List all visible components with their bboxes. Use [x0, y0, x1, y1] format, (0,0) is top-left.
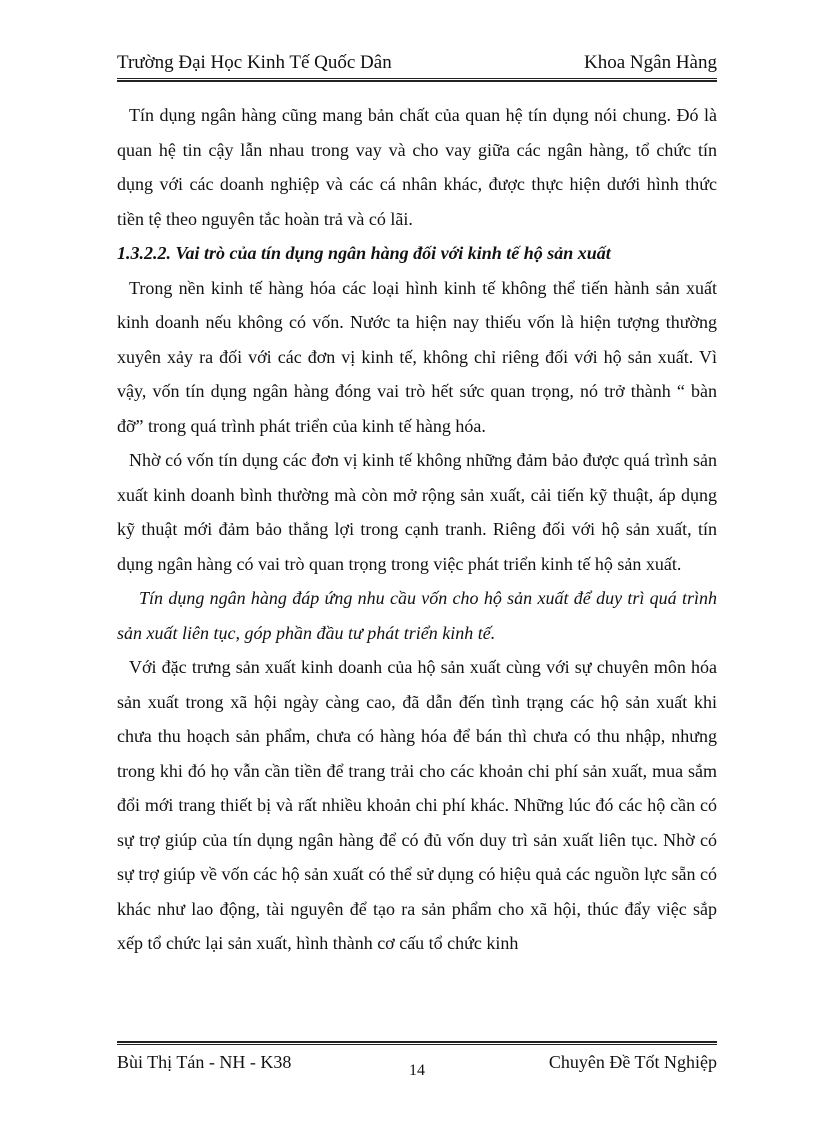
- paragraph-credit-nature: Tín dụng ngân hàng cũng mang bản chất của quan hệ tín dụng nói chung. Đó là quan hệ tin cậy lẫn nhau trong vay và cho vay giữa các ngân hàng, tổ chức tín dụng với các doanh nghiệp và các cá nhân khác, được thực hiện dưới hình thức tiền tệ theo nguyên tắc hoàn trả và có lãi.: [117, 105, 717, 229]
- header-faculty: Khoa Ngân Hàng: [584, 52, 717, 73]
- footer-thesis-type: Chuyên Đề Tốt Nghiệp: [548, 1052, 717, 1072]
- header-divider: [117, 78, 717, 82]
- paragraph-italic-subheading: Tín dụng ngân hàng đáp ứng nhu cầu vốn cho hộ sản xuất để duy trì quá trình sản xuất liên tục, góp phần đầu tư phát triển kinh tế.: [117, 588, 717, 643]
- paragraph-capital-role: Trong nền kinh tế hàng hóa các loại hình kinh tế không thể tiến hành sản xuất kinh doanh nếu không có vốn. Nước ta hiện nay thiếu vốn là hiện tượng thường xuyên xảy ra đối với các đơn vị kinh tế, không chỉ riêng đối với hộ sản xuất. Vì vậy, vốn tín dụng ngân hàng đóng vai trò hết sức quan trọng, nó trở thành “ bàn đỡ” trong quá trình phát triển của kinh tế hàng hóa.: [117, 277, 717, 436]
- footer-divider: [117, 1041, 717, 1045]
- footer-author: Bùi Thị Tán - NH - K38: [117, 1052, 292, 1072]
- header-university: Trường Đại Học Kinh Tế Quốc Dân: [117, 52, 392, 73]
- page-number: 14: [409, 1062, 425, 1079]
- document-body: [117, 98, 717, 961]
- page-header: [117, 50, 717, 80]
- section-heading: 1.3.2.2. Vai trò của tín dụng ngân hàng đối với kinh tế hộ sản xuất: [117, 243, 611, 263]
- page-footer: [117, 1050, 717, 1090]
- paragraph-credit-benefits: Nhờ có vốn tín dụng các đơn vị kinh tế không những đảm bảo được quá trình sản xuất kinh doanh bình thường mà còn mở rộng sản xuất, cải tiến kỹ thuật, áp dụng kỹ thuật mới đảm bảo thắng lợi trong cạnh tranh. Riêng đối với hộ sản xuất, tín dụng ngân hàng có vai trò quan trọng trong việc phát triển kinh tế hộ sản xuất.: [117, 450, 717, 574]
- paragraph-household-production: Với đặc trưng sản xuất kinh doanh của hộ sản xuất cùng với sự chuyên môn hóa sản xuất trong xã hội ngày càng cao, đã dẫn đến tình trạng các hộ sản xuất khi chưa thu hoạch sản phẩm, chưa có hàng hóa để bán thì chưa có thu nhập, nhưng trong khi đó họ vẫn cần tiền để trang trải cho các khoản chi phí sản xuất, mua sắm đổi mới trang thiết bị và rất nhiều khoản chi phí khác. Những lúc đó các hộ cần có sự trợ giúp của tín dụng ngân hàng để có đủ vốn duy trì sản xuất liên tục. Nhờ có sự trợ giúp về vốn các hộ sản xuất có thể sử dụng có hiệu quả các nguồn lực sẵn có khác như lao động, tài nguyên để tạo ra sản phẩm cho xã hội, thúc đẩy việc sắp xếp tổ chức lại sản xuất, hình thành cơ cấu tổ chức kinh: [117, 657, 717, 953]
